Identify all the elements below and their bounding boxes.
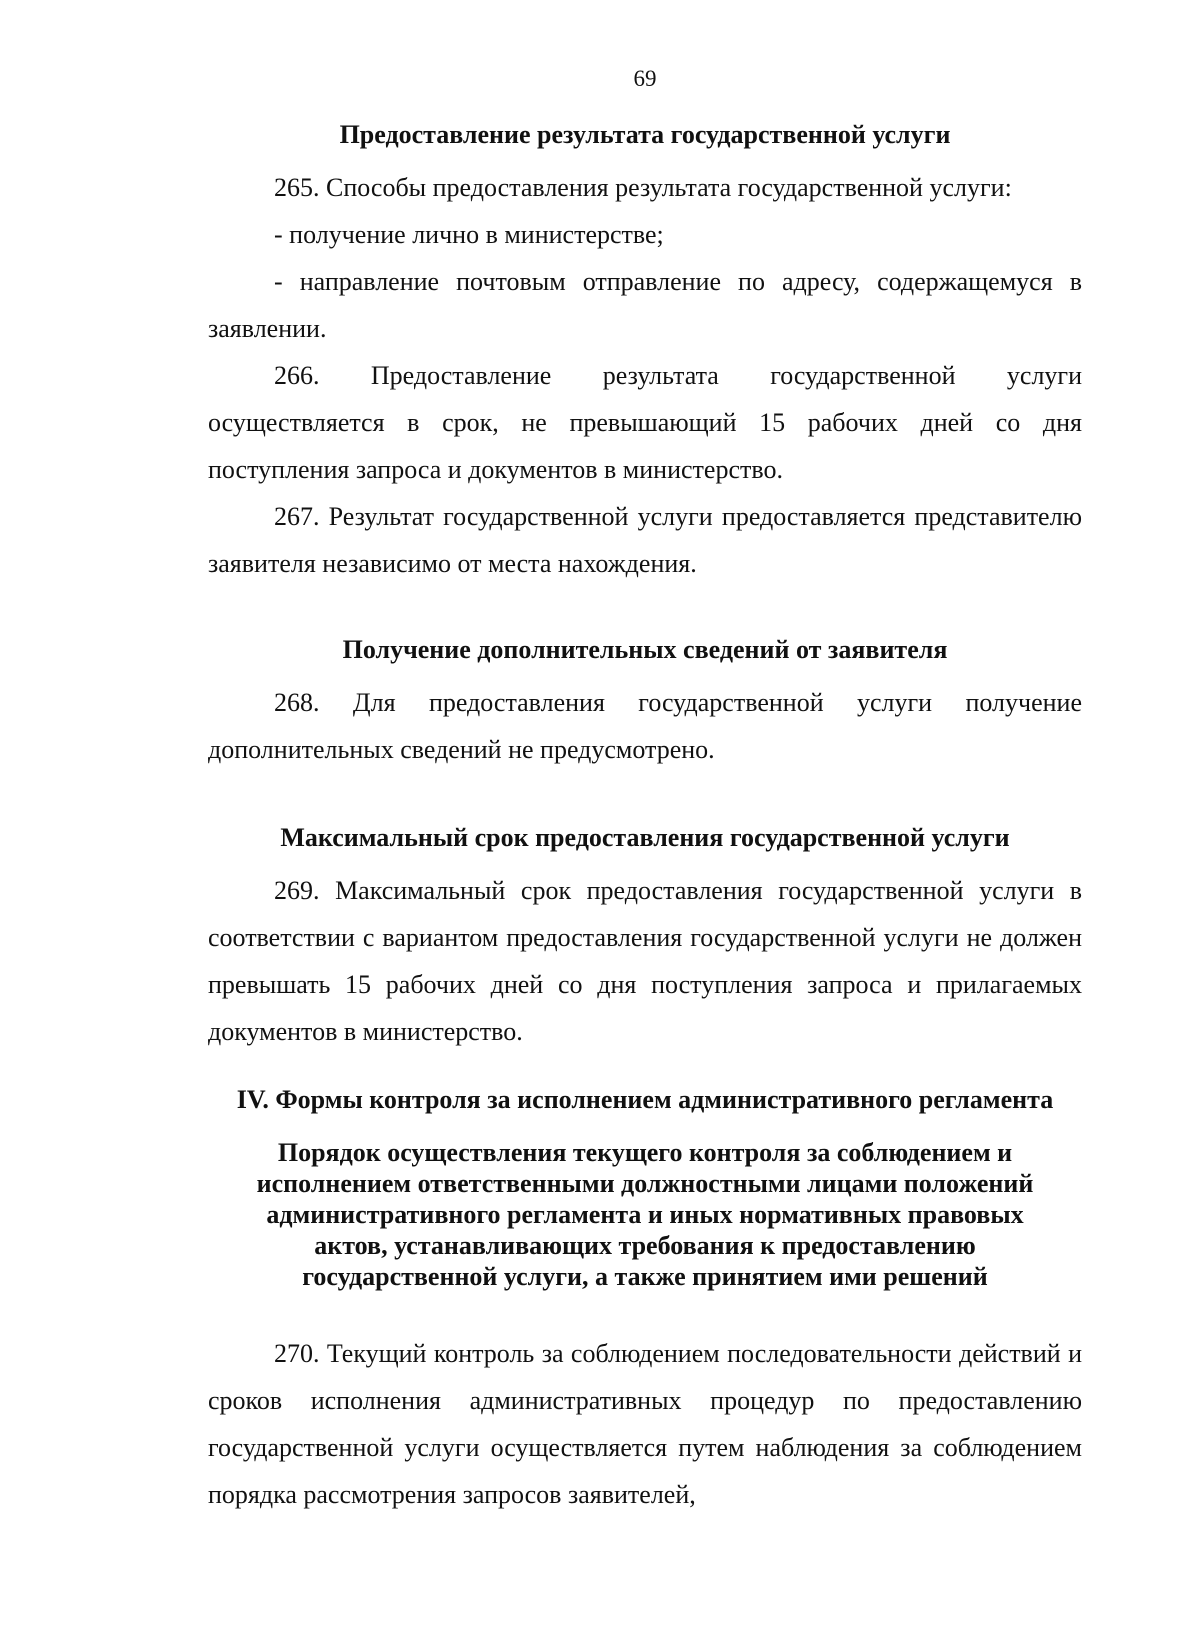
section-heading-result: Предоставление результата государственной услуги [339,120,951,149]
chapter-heading-iv: IV. Формы контроля за исполнением административного регламента [236,1085,1054,1114]
section-heading-additional-info: Получение дополнительных сведений от заявителя [342,635,948,664]
section-heading-max-term: Максимальный срок предоставления государственной услуги [280,823,1010,852]
paragraph-267: 267. Результат государственной услуги предоставляется представителю заявителя независимо от места нахождения. [208,502,1082,578]
paragraph-270: 270. Текущий контроль за соблюдением последовательности действий и сроков исполнения административных процедур по предоставлению государственной услуги осуществляется путем наблюдения за соблюдением порядка рассмотрения запросов заявителей, [208,1339,1082,1509]
paragraph-266: 266. Предоставление результата государственной услуги осуществляется в срок, не превышающий 15 рабочих дней со дня поступления запроса и документов в министерство. [208,361,1082,484]
paragraph-265: 265. Способы предоставления результата государственной услуги: [274,173,1012,202]
page-number: 69 [633,66,657,91]
section-heading-current-control: Порядок осуществления текущего контроля за соблюдением и исполнением ответственными должностными лицами положений административного регламента и иных нормативных правовых актов, устанавливающих требования к предоставлению государственной услуги, а также принятием ими решений [256,1138,1034,1291]
paragraph-269: 269. Максимальный срок предоставления государственной услуги в соответствии с вариантом предоставления государственной услуги не должен превышать 15 рабочих дней со дня поступления запроса и прилагаемых документов в министерство. [208,876,1082,1046]
paragraph-268: 268. Для предоставления государственной услуги получение дополнительных сведений не предусмотрено. [208,688,1082,764]
paragraph-265-item-1: - получение лично в министерстве; [274,220,664,249]
paragraph-265-item-2: - направление почтовым отправление по адресу, содержащемуся в заявлении. [208,267,1082,343]
document-body [208,118,1082,1518]
